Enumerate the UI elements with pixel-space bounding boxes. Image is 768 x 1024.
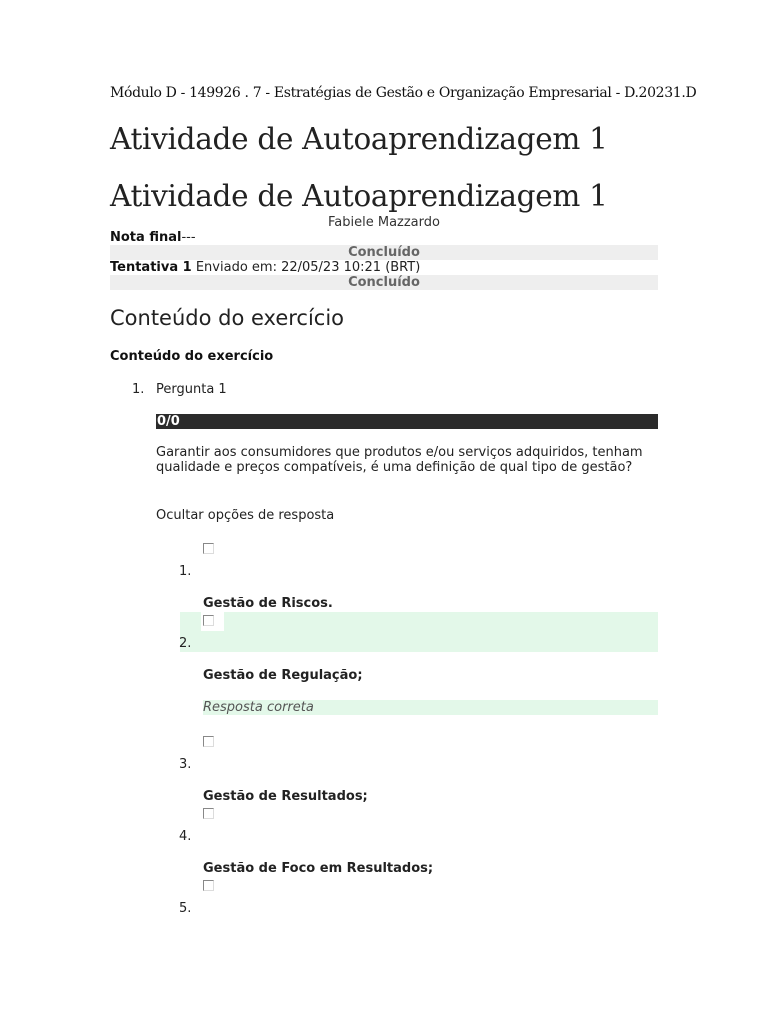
- correct-answer-feedback: Resposta correta: [203, 700, 658, 715]
- attempt-label: Tentativa 1: [110, 260, 192, 275]
- option-1-checkbox[interactable]: [203, 543, 214, 554]
- student-name: Fabiele Mazzardo: [328, 215, 440, 230]
- hide-options-toggle[interactable]: Ocultar opções de resposta: [156, 508, 335, 523]
- option-5-checkbox[interactable]: [203, 880, 214, 891]
- status-badge: Concluído: [348, 245, 420, 260]
- option-1-number: 1.: [179, 564, 192, 579]
- section-subheading: Conteúdo do exercício: [110, 349, 274, 364]
- option-4-label: Gestão de Foco em Resultados;: [203, 861, 434, 876]
- attempt-sent-date: Enviado em: 22/05/23 10:21 (BRT): [195, 260, 421, 275]
- option-3-label: Gestão de Resultados;: [203, 789, 368, 804]
- option-5-number: 5.: [179, 901, 192, 916]
- final-grade-label: Nota final: [110, 230, 182, 245]
- attempt-row: [110, 260, 658, 275]
- page-title: Atividade de Autoaprendizagem 1: [110, 122, 608, 156]
- status-row-2: [110, 275, 658, 290]
- option-1-label: Gestão de Riscos.: [203, 596, 333, 611]
- option-3-checkbox[interactable]: [203, 736, 214, 747]
- status-badge: Concluído: [348, 275, 420, 290]
- status-row-1: [110, 245, 658, 260]
- option-2-number: 2.: [179, 636, 192, 651]
- option-2-checkbox[interactable]: [203, 615, 214, 626]
- question-title: Pergunta 1: [156, 382, 227, 397]
- option-3-number: 3.: [179, 757, 192, 772]
- final-grade-value: ---: [181, 230, 196, 245]
- correct-option-highlight: [180, 612, 658, 652]
- question-text: Garantir aos consumidores que produtos e/ou serviços adquiridos, tenham qualidade e preços compatíveis, é uma definição de qual tipo de gestão?: [156, 445, 643, 475]
- activity-title: Atividade de Autoaprendizagem 1: [110, 179, 608, 213]
- final-grade-row: [110, 230, 658, 245]
- section-heading: Conteúdo do exercício: [110, 306, 345, 330]
- question-number: 1.: [132, 382, 145, 397]
- breadcrumb[interactable]: Módulo D - 149926 . 7 - Estratégias de Gestão e Organização Empresarial - D.20231.D: [110, 85, 697, 101]
- option-4-checkbox[interactable]: [203, 808, 214, 819]
- question-score-bar: 0/0: [156, 414, 658, 429]
- option-4-number: 4.: [179, 829, 192, 844]
- option-2-label: Gestão de Regulação;: [203, 668, 363, 683]
